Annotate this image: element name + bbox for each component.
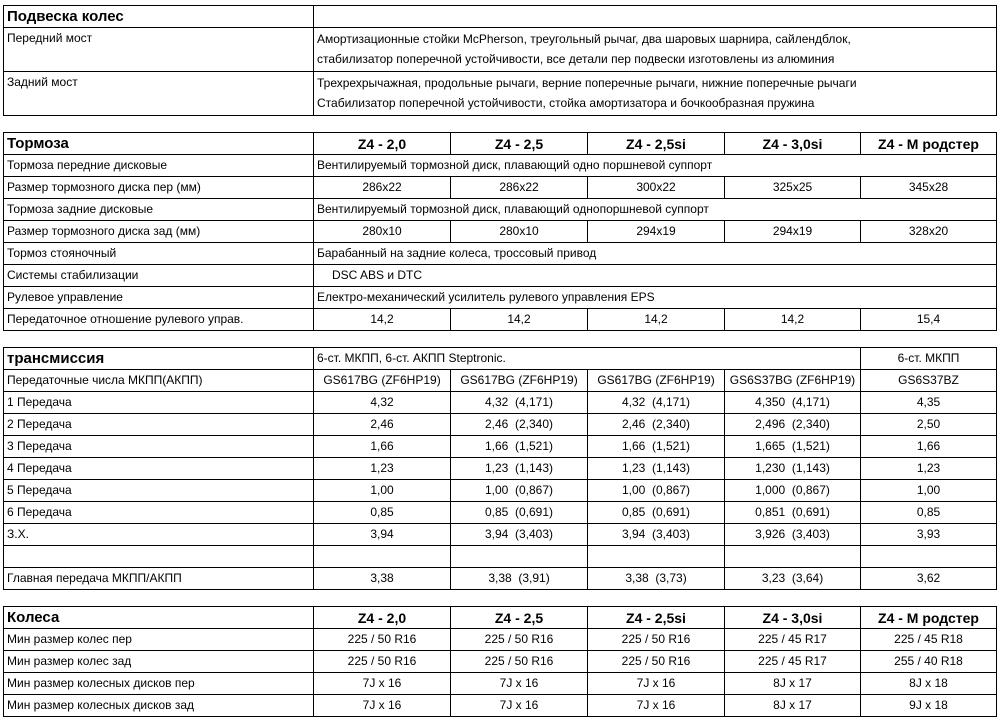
gear-row	[4, 458, 997, 480]
gearbox-code: GS617BG (ZF6HP19)	[314, 370, 451, 392]
gear-ratio-value: 3,94 (3,403)	[588, 524, 725, 546]
wheel-row-label: Мин размер колесных дисков пер	[4, 673, 314, 695]
transmission-title: трансмиссия	[4, 348, 314, 370]
wheels-model-4: Z4 - 3,0si	[725, 607, 861, 629]
wheel-size-value: 7J x 16	[451, 695, 588, 717]
gear-row-label: З.Х.	[4, 524, 314, 546]
brakes-title: Тормоза	[4, 133, 314, 155]
rear-disc-size: 280x10	[314, 221, 451, 243]
transmission-desc: 6-ст. МКПП, 6-ст. АКПП Steptronic.	[314, 348, 861, 370]
gear-ratio-value: 4,350 (4,171)	[725, 392, 861, 414]
wheel-size-value: 7J x 16	[451, 673, 588, 695]
wheel-rows	[4, 629, 997, 717]
gear-row	[4, 392, 997, 414]
wheel-size-value: 225 / 50 R16	[588, 629, 725, 651]
wheels-title: Колеса	[4, 607, 314, 629]
transmission-table	[3, 347, 997, 590]
parking-brake-label: Тормоз стояночный	[4, 243, 314, 265]
wheels-model-1: Z4 - 2,0	[314, 607, 451, 629]
front-disc-size: 286x22	[314, 177, 451, 199]
rear-disc-size: 328x20	[861, 221, 997, 243]
gear-row-label: 4 Передача	[4, 458, 314, 480]
parking-brake-value: Барабанный на задние колеса, троссовый привод	[314, 243, 997, 265]
rear-disc-size: 294x19	[588, 221, 725, 243]
steering-ratio: 14,2	[451, 309, 588, 331]
brakes-table	[3, 132, 997, 331]
gear-ratio-value: 2,46 (2,340)	[451, 414, 588, 436]
gear-row	[4, 414, 997, 436]
gear-ratio-value: 1,23	[314, 458, 451, 480]
wheel-row	[4, 695, 997, 717]
front-axle-line1: Амортизационные стойки McPherson, треугольный рычаг, два шаровых шарнира, сайлендблок,	[317, 32, 851, 46]
rear-disc-size: 280x10	[451, 221, 588, 243]
gear-ratio-value: 3,94 (3,403)	[451, 524, 588, 546]
gear-ratio-value: 1,23 (1,143)	[588, 458, 725, 480]
gear-ratio-value: 0,85 (0,691)	[451, 502, 588, 524]
gearbox-code: GS617BG (ZF6HP19)	[451, 370, 588, 392]
wheel-size-value: 225 / 50 R16	[451, 651, 588, 673]
wheels-model-3: Z4 - 2,5si	[588, 607, 725, 629]
gear-ratio-value: 1,66	[314, 436, 451, 458]
gear-row-label: 5 Передача	[4, 480, 314, 502]
wheel-row-label: Мин размер колес пер	[4, 629, 314, 651]
gear-ratio-value: 1,00	[314, 480, 451, 502]
rear-axle-label: Задний мост	[4, 72, 314, 116]
steering-ratio: 14,2	[725, 309, 861, 331]
wheel-size-value: 8J x 17	[725, 695, 861, 717]
rear-disc-size-label: Размер тормозного диска зад (мм)	[4, 221, 314, 243]
stability-systems-value: DSC ABS и DTC	[314, 265, 997, 287]
brakes-model-1: Z4 - 2,0	[314, 133, 451, 155]
front-disc-size: 325x25	[725, 177, 861, 199]
wheel-size-value: 7J x 16	[588, 673, 725, 695]
gearbox-code: GS6S37BG (ZF6HP19)	[725, 370, 861, 392]
front-brake-type-label: Тормоза передние дисковые	[4, 155, 314, 177]
gear-ratio-value: 1,66 (1,521)	[588, 436, 725, 458]
wheels-model-5: Z4 - M родстер	[861, 607, 997, 629]
wheel-size-value: 9J x 18	[861, 695, 997, 717]
rear-axle-line2: Стабилизатор поперечной устойчивости, стойка амортизатора и бочкообразная пружина	[317, 96, 815, 110]
wheel-size-value: 225 / 50 R16	[451, 629, 588, 651]
gear-row	[4, 436, 997, 458]
gear-ratio-value: 1,00 (0,867)	[451, 480, 588, 502]
front-axle-line2: стабилизатор поперечной устойчивости, все детали пер подвески изготовлены из алюминия	[317, 52, 835, 66]
front-disc-size: 300x22	[588, 177, 725, 199]
gear-row-label: 3 Передача	[4, 436, 314, 458]
suspension-table	[3, 5, 997, 116]
rear-axle-line1: Трехрехрычажная, продольные рычаги, верние поперечные рычаги, нижние поперечные рычаги	[317, 76, 857, 90]
gear-ratio-value: 3,94	[314, 524, 451, 546]
gear-ratio-value: 4,32 (4,171)	[588, 392, 725, 414]
gear-ratio-value: 2,50	[861, 414, 997, 436]
front-disc-size: 286x22	[451, 177, 588, 199]
wheel-size-value: 225 / 45 R17	[725, 629, 861, 651]
steering-ratio-label: Передаточное отношение рулевого управ.	[4, 309, 314, 331]
gearbox-code: GS617BG (ZF6HP19)	[588, 370, 725, 392]
gear-ratio-value: 1,230 (1,143)	[725, 458, 861, 480]
gear-row-label: 1 Передача	[4, 392, 314, 414]
gear-ratio-value: 1,00 (0,867)	[588, 480, 725, 502]
brakes-model-3: Z4 - 2,5si	[588, 133, 725, 155]
wheel-size-value: 7J x 16	[314, 695, 451, 717]
gear-row-label: 6 Передача	[4, 502, 314, 524]
rear-disc-size: 294x19	[725, 221, 861, 243]
gear-ratio-value: 0,85	[861, 502, 997, 524]
wheel-size-value: 225 / 45 R17	[725, 651, 861, 673]
steering-ratio: 14,2	[314, 309, 451, 331]
wheel-size-value: 225 / 50 R16	[314, 629, 451, 651]
wheels-table	[3, 606, 997, 717]
wheel-size-value: 225 / 50 R16	[314, 651, 451, 673]
gear-ratio-value: 3,93	[861, 524, 997, 546]
gear-ratio-value: 4,32	[314, 392, 451, 414]
front-brake-type-value: Вентилируемый тормозной диск, плавающий одно поршневой суппорт	[314, 155, 997, 177]
gear-row	[4, 524, 997, 546]
gear-ratio-value: 1,00	[861, 480, 997, 502]
wheel-size-value: 8J x 18	[861, 673, 997, 695]
final-drive-value: 3,38	[314, 568, 451, 590]
rear-brake-type-value: Вентилируемый тормозной диск, плавающий однопоршневой суппорт	[314, 199, 997, 221]
wheel-row	[4, 629, 997, 651]
gear-row	[4, 502, 997, 524]
steering-ratio: 15,4	[861, 309, 997, 331]
gear-ratio-value: 2,46	[314, 414, 451, 436]
gear-ratio-label: Передаточные числа МКПП(АКПП)	[4, 370, 314, 392]
gear-ratio-value: 4,35	[861, 392, 997, 414]
wheel-row-label: Мин размер колесных дисков зад	[4, 695, 314, 717]
gear-ratio-value: 1,665 (1,521)	[725, 436, 861, 458]
final-drive-label: Главная передача МКПП/АКПП	[4, 568, 314, 590]
wheel-row-label: Мин размер колес зад	[4, 651, 314, 673]
wheel-size-value: 225 / 45 R18	[861, 629, 997, 651]
gear-ratio-value: 1,23 (1,143)	[451, 458, 588, 480]
final-drive-value: 3,62	[861, 568, 997, 590]
brakes-model-5: Z4 - M родстер	[861, 133, 997, 155]
gear-row-label: 2 Передача	[4, 414, 314, 436]
front-axle-label: Передний мост	[4, 28, 314, 72]
gear-ratio-value: 1,23	[861, 458, 997, 480]
final-drive-value: 3,38 (3,91)	[451, 568, 588, 590]
gear-ratio-value: 3,926 (3,403)	[725, 524, 861, 546]
front-disc-size-label: Размер тормозного диска пер (мм)	[4, 177, 314, 199]
wheel-size-value: 225 / 50 R16	[588, 651, 725, 673]
wheel-row	[4, 651, 997, 673]
transmission-desc-m: 6-ст. МКПП	[861, 348, 997, 370]
front-disc-size: 345x28	[861, 177, 997, 199]
brakes-model-4: Z4 - 3,0si	[725, 133, 861, 155]
gearbox-code: GS6S37BZ	[861, 370, 997, 392]
steering-value: Електро-механический усилитель рулевого управления EPS	[314, 287, 997, 309]
gear-ratio-value: 0,851 (0,691)	[725, 502, 861, 524]
brakes-model-2: Z4 - 2,5	[451, 133, 588, 155]
gear-rows	[4, 392, 997, 546]
gear-ratio-value: 1,66	[861, 436, 997, 458]
steering-ratio: 14,2	[588, 309, 725, 331]
stability-systems-label: Системы стабилизации	[4, 265, 314, 287]
wheel-size-value: 255 / 40 R18	[861, 651, 997, 673]
wheel-size-value: 8J x 17	[725, 673, 861, 695]
wheel-size-value: 7J x 16	[314, 673, 451, 695]
gear-ratio-value: 0,85	[314, 502, 451, 524]
wheels-model-2: Z4 - 2,5	[451, 607, 588, 629]
wheel-size-value: 7J x 16	[588, 695, 725, 717]
gear-ratio-value: 4,32 (4,171)	[451, 392, 588, 414]
gear-ratio-value: 2,496 (2,340)	[725, 414, 861, 436]
wheel-row	[4, 673, 997, 695]
final-drive-value: 3,38 (3,73)	[588, 568, 725, 590]
gear-ratio-value: 1,000 (0,867)	[725, 480, 861, 502]
gear-row	[4, 480, 997, 502]
final-drive-value: 3,23 (3,64)	[725, 568, 861, 590]
gear-ratio-value: 1,66 (1,521)	[451, 436, 588, 458]
gear-ratio-value: 2,46 (2,340)	[588, 414, 725, 436]
gear-ratio-value: 0,85 (0,691)	[588, 502, 725, 524]
steering-label: Рулевое управление	[4, 287, 314, 309]
suspension-title: Подвеска колес	[4, 6, 314, 28]
rear-brake-type-label: Тормоза задние дисковые	[4, 199, 314, 221]
